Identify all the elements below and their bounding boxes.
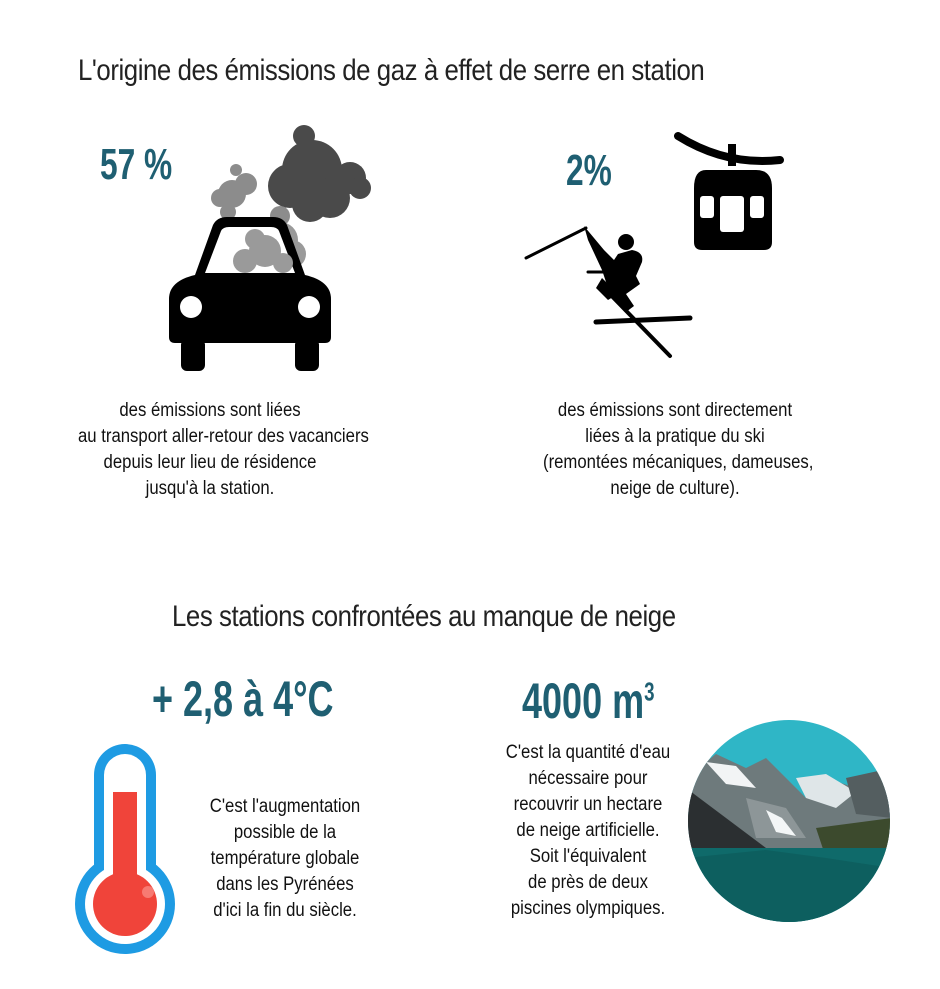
water-line: piscines olympiques. [510, 898, 666, 919]
water-line: nécessaire pour [528, 768, 648, 789]
ski-line: (remontées mécaniques, dameuses, [543, 452, 814, 473]
transport-line: jusqu'à la station. [145, 478, 275, 499]
water-description [500, 740, 676, 922]
temperature-line: C'est l'augmentation [209, 796, 361, 817]
water-line: de près de deux [528, 872, 648, 893]
transport-description [78, 398, 369, 502]
water-line: C'est la quantité d'eau [505, 742, 671, 763]
stat-temperature: + 2,8 à 4°C [152, 671, 334, 727]
stat-transport-percent: 57 % [100, 140, 173, 189]
ski-description [543, 398, 814, 502]
ski-line: neige de culture). [610, 478, 740, 499]
ski-line: des émissions sont directement [557, 400, 793, 421]
temperature-description [197, 794, 373, 924]
transport-line: depuis leur lieu de résidence [103, 452, 317, 473]
gondola-icon [676, 130, 786, 255]
temperature-line: possible de la [233, 822, 337, 843]
transport-line: des émissions sont liées [119, 400, 301, 421]
section-title-snow: Les stations confrontées au manque de neige [172, 600, 676, 633]
mountain-lake-icon [686, 718, 892, 924]
water-line: de neige artificielle. [516, 820, 660, 841]
temperature-line: dans les Pyrénées [216, 874, 354, 895]
stat-water-value: 4000 m [522, 673, 645, 729]
ski-line: liées à la pratique du ski [585, 426, 765, 447]
skier-icon [522, 220, 692, 360]
temperature-line: d'ici la fin du siècle. [213, 900, 357, 921]
stat-water-volume [522, 672, 655, 730]
temperature-line: température globale [210, 848, 360, 869]
thermometer-icon [74, 744, 194, 956]
transport-line: au transport aller-retour des vacanciers [78, 426, 369, 447]
stat-ski-percent: 2% [566, 146, 612, 195]
stat-water-exponent: 3 [644, 676, 655, 707]
water-line: Soit l'équivalent [529, 846, 647, 867]
water-line: recouvrir un hectare [513, 794, 663, 815]
section-title-emissions: L'origine des émissions de gaz à effet de serre en station [78, 54, 705, 87]
car-icon [165, 215, 335, 375]
